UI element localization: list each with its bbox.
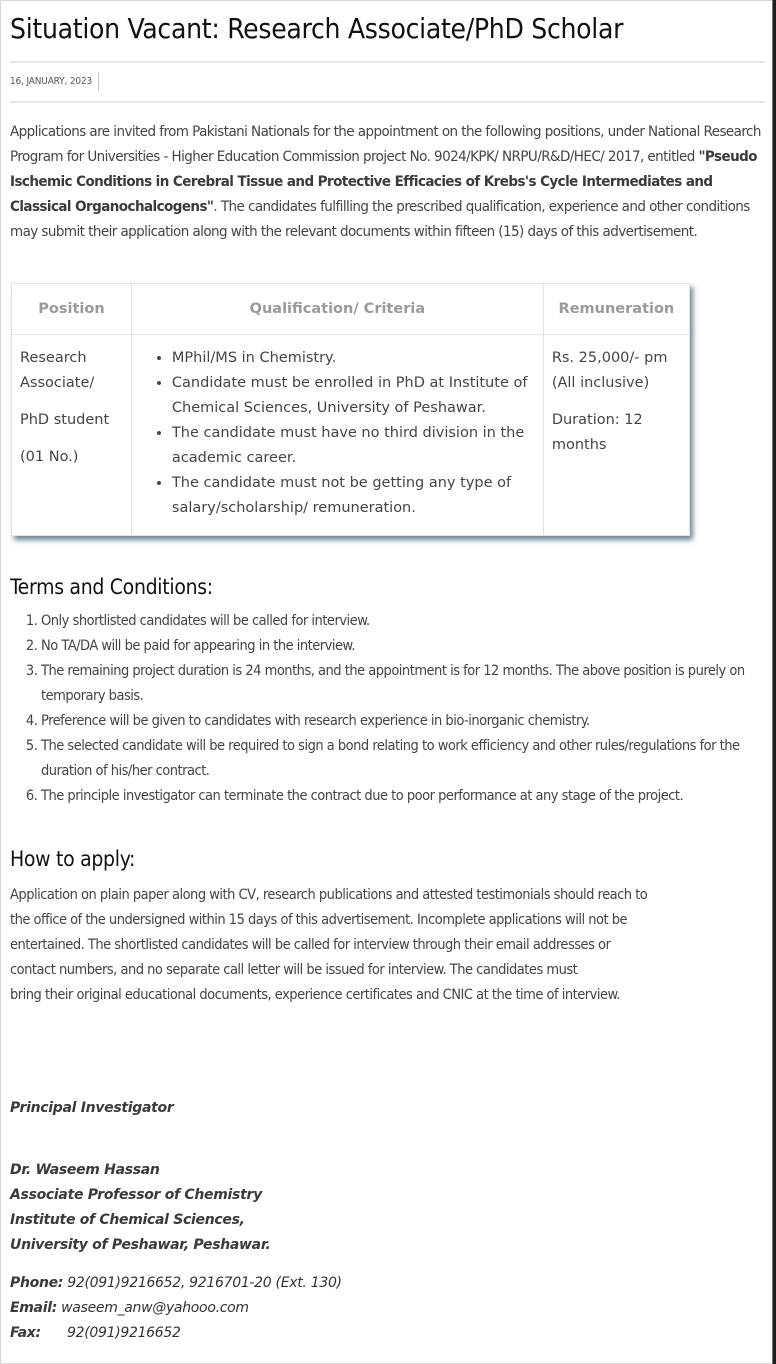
table-header-row <box>12 284 690 335</box>
project-title: "Pseudo Ischemic Conditions in Cerebral Tissue and Protective Efficacies of Krebs's Cycle Intermediates and Classical Organochalcogens" <box>10 149 757 215</box>
criteria-item: • The candidate must have no third division in the academic career. <box>172 421 535 471</box>
intro-text-end: . The candidates fulfilling the prescribed qualification, experience and other conditions may submit their application along with the relevant documents within fifteen (15) days of this advertisement. <box>10 199 750 240</box>
signatory-university: University of Peshawar, Peshawar. <box>10 1237 271 1253</box>
terms-item: 6. The principle investigator can terminate the contract due to poor performance at any stage of the project. <box>41 784 771 809</box>
terms-list <box>10 609 771 809</box>
email-row <box>10 1296 342 1321</box>
apply-line: bring their original educational documents, experience certificates and CNIC at the time of interview. <box>10 987 621 1003</box>
apply-line: the office of the undersigned within 15 days of this advertisement. Incomplete applications will not be <box>10 912 628 928</box>
email-link[interactable]: waseem_anw@yahooo.com <box>61 1300 249 1316</box>
signatory-designation: Associate Professor of Chemistry <box>10 1187 262 1203</box>
column-header-remuneration: Remuneration <box>543 284 689 335</box>
signature-block <box>10 1158 270 1258</box>
intro-text: Applications are invited from Pakistani Nationals for the appointment on the following positions, under National Research Program for Universities - Higher Education Commission project No. 9024/KPK/ NRPU/R&D/HEC/ 2017, entitled <box>10 124 761 165</box>
terms-heading: Terms and Conditions: <box>10 575 213 599</box>
article-content <box>10 1 765 1341</box>
apply-line: Application on plain paper along with CV, research publications and attested testimonials should reach to <box>10 887 648 903</box>
how-to-apply-heading: How to apply: <box>10 847 136 871</box>
window-edge <box>772 0 776 1364</box>
phone-row <box>10 1271 342 1296</box>
fax-value: 92(091)9216652 <box>67 1325 181 1341</box>
criteria-cell <box>131 335 543 536</box>
criteria-item: • The candidate must not be getting any type of salary/scholarship/ remuneration. <box>172 471 535 521</box>
criteria-item: • Candidate must be enrolled in PhD at Institute of Chemical Sciences, University of Peshawar. <box>172 371 535 421</box>
publish-date: 16, JANUARY, 2023 <box>10 73 99 91</box>
position-subtitle: PhD student <box>20 412 110 428</box>
fax-label: Fax: <box>10 1325 41 1341</box>
phone-label: Phone: <box>10 1275 64 1291</box>
terms-item: 1. Only shortlisted candidates will be called for interview. <box>41 609 771 634</box>
how-to-apply-paragraph <box>10 883 770 1008</box>
intro-paragraph <box>10 120 765 245</box>
positions-table <box>11 283 690 536</box>
criteria-item: • MPhil/MS in Chemistry. <box>172 346 535 371</box>
signatory-institute: Institute of Chemical Sciences, <box>10 1212 245 1228</box>
remuneration-duration: Duration: 12 months <box>551 412 643 453</box>
apply-line: contact numbers, and no separate call letter will be issued for interview. The candidates must <box>10 962 578 978</box>
fax-row <box>10 1321 342 1346</box>
article-meta <box>10 63 765 101</box>
signatory-name: Dr. Waseem Hassan <box>10 1162 160 1178</box>
terms-item: 3. The remaining project duration is 24 months, and the appointment is for 12 months. The above position is purely on temporary basis. <box>41 659 771 709</box>
apply-line: entertained. The shortlisted candidates will be called for interview through their email addresses or <box>10 937 611 953</box>
divider <box>10 101 765 103</box>
position-title: Research Associate/ <box>20 350 95 391</box>
terms-item: 5. The selected candidate will be required to sign a bond relating to work efficiency and other rules/regulations for the duration of his/her contract. <box>41 734 771 784</box>
position-cell <box>12 335 132 536</box>
signature-role: Principal Investigator <box>10 1100 174 1116</box>
remuneration-cell <box>543 335 689 536</box>
contact-block <box>10 1271 342 1346</box>
remuneration-amount: Rs. 25,000/- pm (All inclusive) <box>551 350 668 391</box>
terms-item: 2. No TA/DA will be paid for appearing in the interview. <box>41 634 771 659</box>
terms-item: 4. Preference will be given to candidates with research experience in bio-inorganic chemistry. <box>41 709 771 734</box>
phone-value: 92(091)9216652, 9216701-20 (Ext. 130) <box>67 1275 342 1291</box>
position-count: (01 No.) <box>20 449 79 465</box>
criteria-list <box>140 346 535 521</box>
page-title: Situation Vacant: Research Associate/PhD Scholar <box>10 12 624 45</box>
email-label: Email: <box>10 1300 57 1316</box>
column-header-position: Position <box>12 284 132 335</box>
column-header-criteria: Qualification/ Criteria <box>131 284 543 335</box>
table-row <box>12 335 690 536</box>
